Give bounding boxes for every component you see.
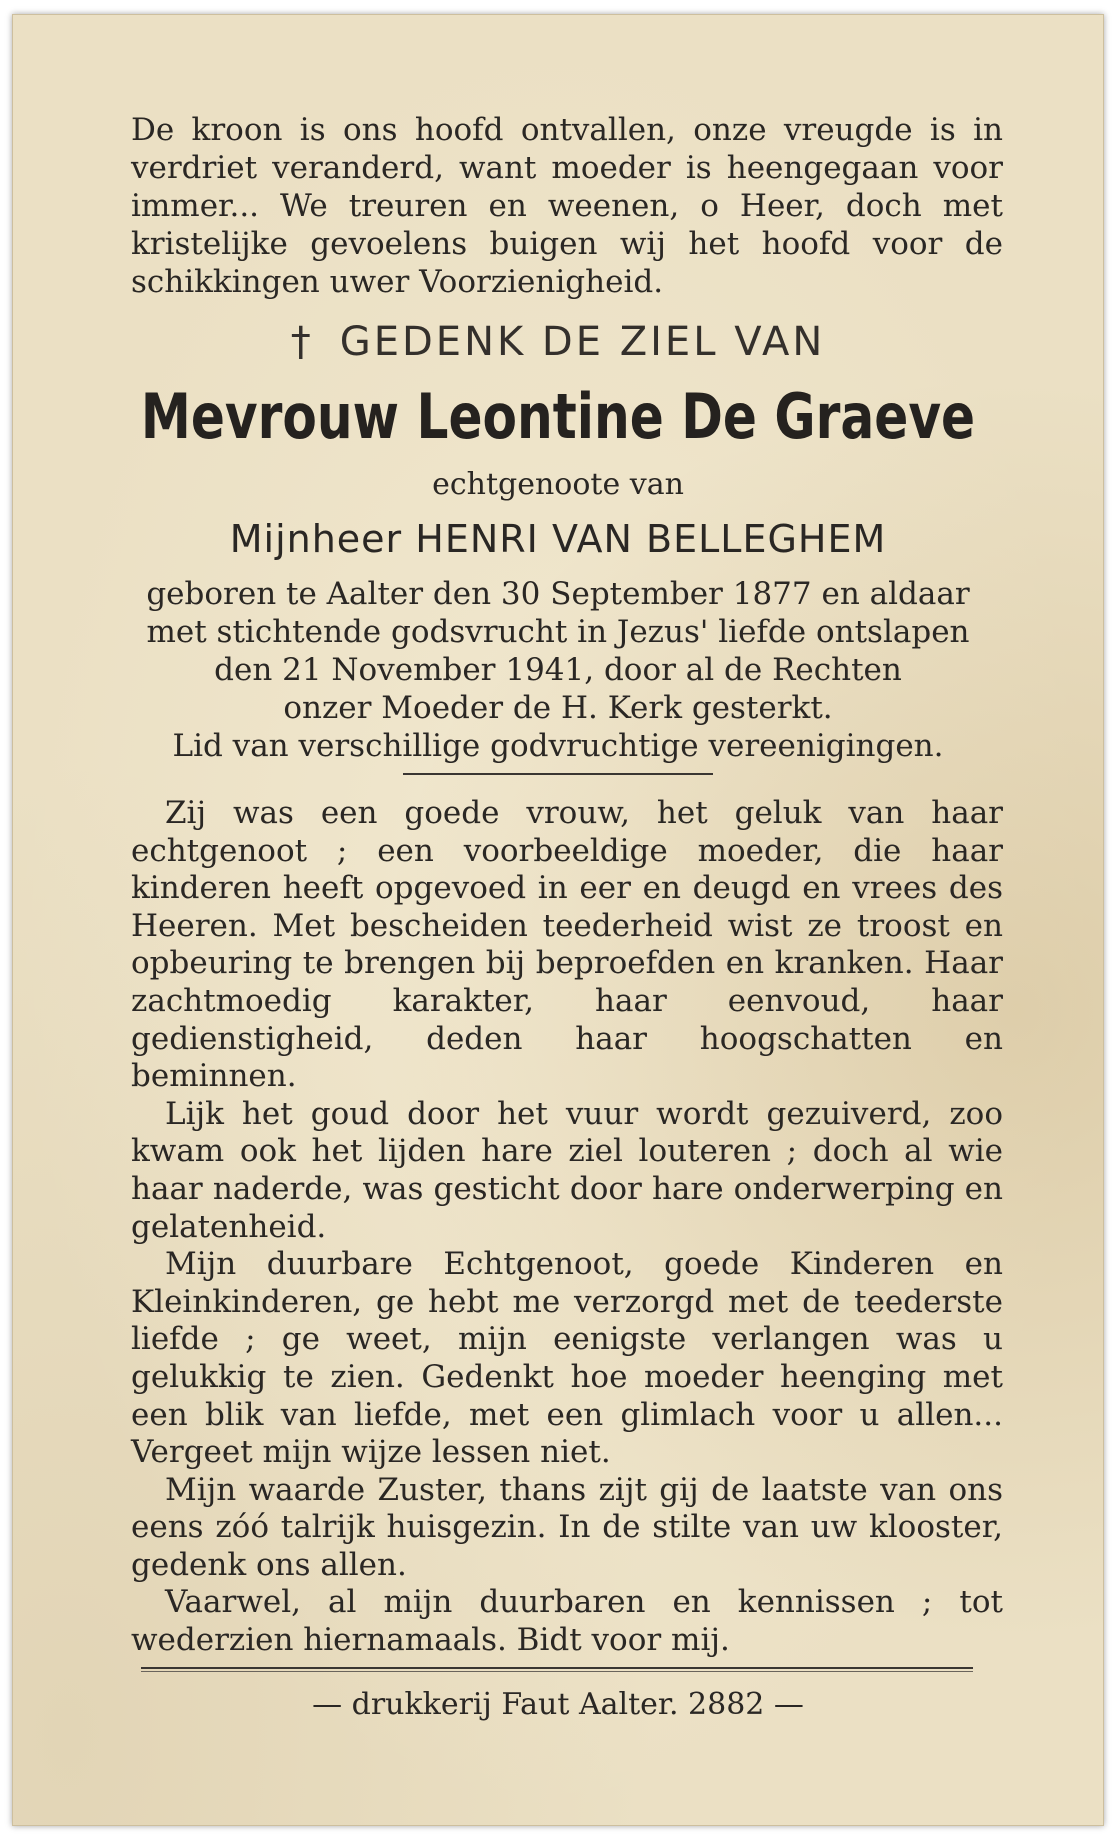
footer-divider-secondary bbox=[141, 1671, 973, 1672]
birth-death-details bbox=[13, 575, 1103, 765]
remembrance-heading bbox=[13, 319, 1103, 365]
detail-line: Lid van verschillige godvruchtige vereenigingen. bbox=[172, 728, 944, 764]
husband-fullname: HENRI VAN BELLEGHEM bbox=[415, 517, 887, 561]
spouse-of-label: echtgenoote van bbox=[432, 467, 684, 502]
body-paragraph: Zij was een goede vrouw, het geluk van haar echtgenoot ; een voorbeeldige moeder, die haar kinderen heeft opgevoed in eer en deugd en vrees des Heeren. Met bescheiden teederheid wist ze troost en opbeuring te brengen bij beproefden en kranken. Haar zachtmoedig karakter, haar eenvoud, haar gedienstigheid, deden haar hoogschatten en beminnen. bbox=[131, 795, 1003, 1095]
body-paragraph: Mijn waarde Zuster, thans zijt gij de laatste van ons eens zóó talrijk huisgezin. In de stilte van uw klooster, gedenk ons allen. bbox=[131, 1471, 1003, 1583]
intro-paragraph: De kroon is ons hoofd ontvallen, onze vreugde is in verdriet veranderd, want moeder is heengegaan voor immer... We treuren en weenen, o Heer, doch met kristelijke gevoelens buigen wij het hoofd voor de schikkingen uwer Voorzienigheid. bbox=[131, 112, 1003, 300]
footer-divider bbox=[141, 1667, 973, 1669]
memorial-card bbox=[12, 14, 1104, 1826]
detail-line: onzer Moeder de H. Kerk gesterkt. bbox=[283, 690, 833, 726]
cross-icon: † bbox=[290, 319, 314, 365]
body-paragraph: Vaarwel, al mijn duurbaren en kennissen ; tot wederzien hiernamaals. Bidt voor mij. bbox=[131, 1584, 1003, 1659]
printer-imprint: — drukkerij Faut Aalter. 2882 — bbox=[312, 1687, 804, 1722]
detail-line: met stichtende godsvrucht in Jezus' liefde ontslapen bbox=[146, 614, 970, 650]
detail-line: den 21 November 1941, door al de Rechten bbox=[214, 652, 902, 688]
body-text bbox=[131, 795, 1003, 1660]
detail-line: geboren te Aalter den 30 September 1877 en aldaar bbox=[146, 576, 970, 612]
body-paragraph: Lijk het goud door het vuur wordt gezuiverd, zoo kwam ook het lijden hare ziel louteren ; doch al wie haar naderde, was gesticht door hare onderwerping en gelatenheid. bbox=[131, 1095, 1003, 1245]
husband-prefix: Mijnheer bbox=[229, 517, 403, 561]
body-paragraph: Mijn duurbare Echtgenoot, goede Kinderen en Kleinkinderen, ge hebt me verzorgd met de teederste liefde ; ge weet, mijn eenigste verlangen was u gelukkig te zien. Gedenkt hoe moeder heenging met een blik van liefde, met een glimlach voor u allen... Vergeet mijn wijze lessen niet. bbox=[131, 1246, 1003, 1471]
husband-name bbox=[13, 517, 1103, 561]
heading-text: GEDENK DE ZIEL VAN bbox=[339, 319, 826, 365]
divider bbox=[403, 773, 713, 775]
deceased-name: Mevrouw Leontine De Graeve bbox=[140, 380, 976, 453]
